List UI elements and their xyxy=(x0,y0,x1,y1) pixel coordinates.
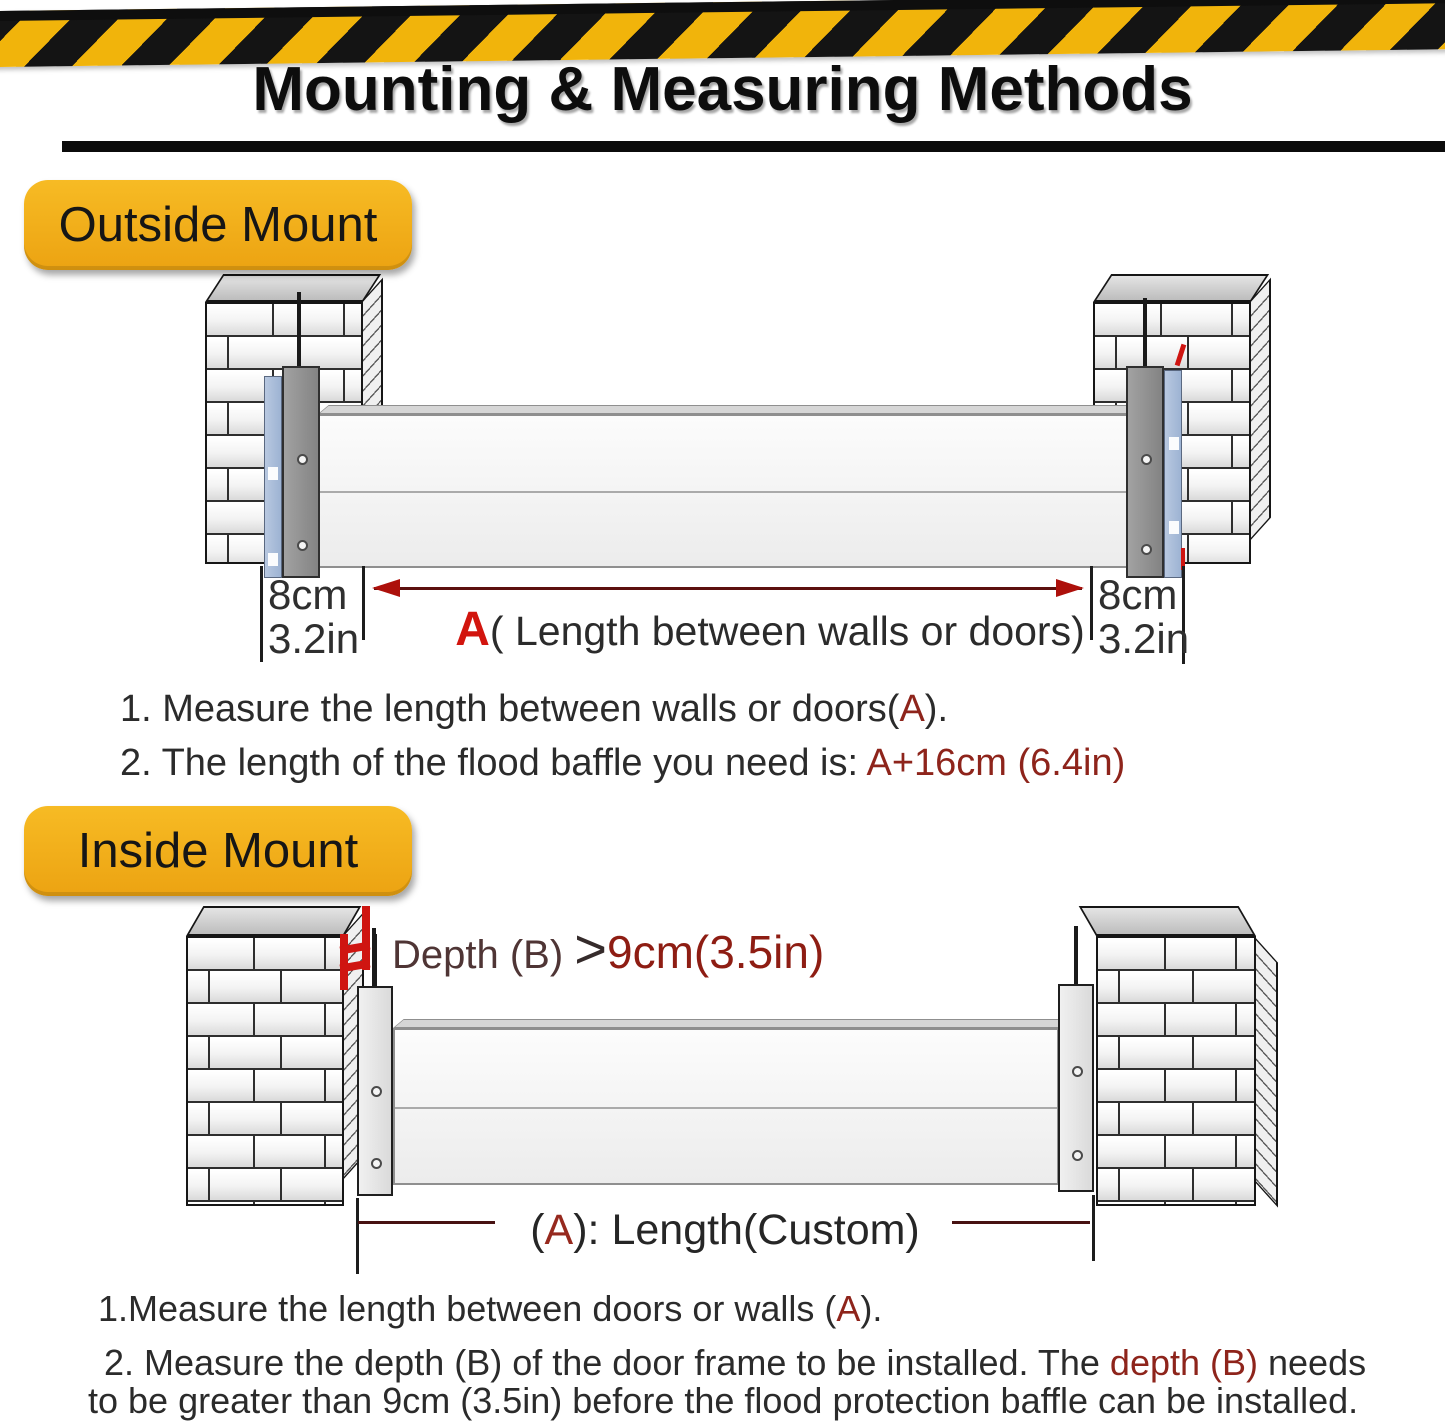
pillar-side-face xyxy=(1249,278,1271,542)
depth-indicator-red xyxy=(340,934,348,990)
seal-strip xyxy=(264,376,282,578)
outside-mount-badge-label: Outside Mount xyxy=(58,198,378,252)
outside-mount-badge xyxy=(24,180,412,270)
mounting-bracket xyxy=(1126,366,1164,578)
step-text: 2. The length of the flood baffle you need is: xyxy=(120,742,867,784)
step-highlight: A xyxy=(899,688,925,730)
length-label-highlight: A xyxy=(544,1206,574,1254)
depth-value: 9cm(3.5in) xyxy=(607,926,825,978)
step-highlight: A+16cm (6.4in) xyxy=(866,742,1126,784)
inside-step-1 xyxy=(98,1288,882,1330)
arrowhead-right-icon xyxy=(1056,579,1084,597)
mounting-plate xyxy=(1058,984,1094,1192)
step-tail: ). xyxy=(924,688,949,730)
dimension-line-right xyxy=(952,1221,1090,1224)
inside-right-brick-pillar xyxy=(1096,936,1256,1206)
brick-row xyxy=(188,1103,342,1136)
bracket-hole xyxy=(297,540,308,551)
dimension-arrow xyxy=(374,587,1082,590)
seal-strip-highlight xyxy=(268,553,278,566)
mounting-plate xyxy=(357,986,393,1196)
brick-row xyxy=(1098,1169,1254,1202)
length-label-text: ): Length(Custom) xyxy=(573,1206,920,1254)
depth-label-text: Depth (B) xyxy=(392,933,575,977)
span-length-text: ( Length between walls or doors) xyxy=(489,608,1085,654)
brick-row xyxy=(1095,304,1249,337)
inside-mount-badge xyxy=(24,806,412,896)
seal-strip-highlight xyxy=(1169,521,1179,534)
anchor-bolt-line xyxy=(297,292,301,370)
brick-row xyxy=(188,1169,342,1202)
left-offset-dimension xyxy=(268,571,360,662)
bracket-hole xyxy=(371,1086,382,1097)
step-text: 2. Measure the depth (B) of the door frame to be installed. The xyxy=(104,1342,1110,1383)
arrowhead-left-icon xyxy=(372,579,400,597)
dimension-tick xyxy=(260,566,263,662)
dimension-tick xyxy=(356,1198,359,1274)
seal-strip xyxy=(1164,370,1182,578)
offset-imperial: 3.2in xyxy=(1098,615,1190,662)
brick-row xyxy=(188,938,342,971)
step-tail: ). xyxy=(860,1288,883,1329)
flood-barrier-panel xyxy=(393,1028,1059,1185)
pillar-front-face xyxy=(1096,936,1256,1206)
pillar-front-face xyxy=(186,936,344,1206)
page-title: Mounting & Measuring Methods xyxy=(252,55,1193,124)
custom-length-label xyxy=(495,1206,955,1255)
brick-row xyxy=(1098,938,1254,971)
step-highlight: A xyxy=(836,1288,861,1329)
depth-label xyxy=(392,916,824,981)
inside-mount-badge-label: Inside Mount xyxy=(77,824,359,878)
seal-strip-highlight xyxy=(268,467,278,480)
pillar-top-face xyxy=(1093,274,1269,302)
barrier-seam xyxy=(395,1107,1057,1109)
span-length-highlight: A xyxy=(455,603,490,656)
brick-row xyxy=(1098,1103,1254,1136)
bracket-hole xyxy=(297,454,308,465)
brick-row xyxy=(1098,1070,1254,1103)
brick-row xyxy=(1098,1136,1254,1169)
pillar-top-face xyxy=(1079,906,1256,936)
brick-row xyxy=(1098,1004,1254,1037)
dimension-tick xyxy=(1092,1195,1095,1261)
brick-row xyxy=(188,1004,342,1037)
barrier-top-edge xyxy=(318,405,1153,414)
length-label-open: ( xyxy=(530,1206,545,1254)
brick-row xyxy=(207,304,361,337)
pillar-side-face xyxy=(1254,936,1278,1208)
step-highlight: depth (B) xyxy=(1109,1342,1258,1383)
anchor-bolt-line xyxy=(1074,926,1078,986)
step-text: to be greater than 9cm (3.5in) before the flood protection baffle can be installed. xyxy=(88,1380,1359,1421)
dimension-tick xyxy=(362,566,365,640)
outside-step-2 xyxy=(120,742,1125,785)
brick-row xyxy=(188,971,342,1004)
brick-row xyxy=(1098,971,1254,1004)
bracket-hole xyxy=(1072,1150,1083,1161)
span-length-label xyxy=(420,602,1120,657)
anchor-bolt-line xyxy=(372,928,376,988)
bracket-hole xyxy=(1072,1066,1083,1077)
anchor-bolt-line xyxy=(1143,298,1147,370)
inside-step-2 xyxy=(104,1342,1366,1384)
inside-left-brick-pillar xyxy=(186,936,344,1206)
brick-row xyxy=(188,1202,342,1206)
brick-row xyxy=(188,1037,342,1070)
bracket-hole xyxy=(1141,454,1152,465)
barrier-top-edge xyxy=(393,1019,1070,1028)
bracket-hole xyxy=(371,1158,382,1169)
title-underline-bar xyxy=(62,141,1445,152)
seal-strip-highlight xyxy=(1169,437,1179,450)
dimension-line-left xyxy=(358,1221,495,1224)
mounting-bracket xyxy=(282,366,320,578)
offset-imperial: 3.2in xyxy=(268,615,360,662)
barrier-seam xyxy=(320,491,1140,493)
brick-row xyxy=(1098,1202,1254,1206)
outside-step-1 xyxy=(120,688,948,731)
brick-row xyxy=(188,1136,342,1169)
pillar-top-face xyxy=(205,274,381,302)
pillar-top-face xyxy=(186,906,361,936)
step-text: 1. Measure the length between walls or doors( xyxy=(120,688,900,730)
brick-row xyxy=(188,1070,342,1103)
step-tail: needs xyxy=(1258,1342,1367,1383)
flood-barrier-panel xyxy=(318,414,1142,568)
step-text: 1.Measure the length between doors or walls ( xyxy=(98,1288,837,1329)
greater-than-symbol: > xyxy=(574,917,607,980)
inside-step-2-continued xyxy=(88,1380,1358,1421)
offset-metric: 8cm xyxy=(268,571,348,618)
brick-row xyxy=(1095,337,1249,370)
brick-row xyxy=(1098,1037,1254,1070)
offset-metric: 8cm xyxy=(1098,571,1178,618)
bracket-hole xyxy=(1141,544,1152,555)
